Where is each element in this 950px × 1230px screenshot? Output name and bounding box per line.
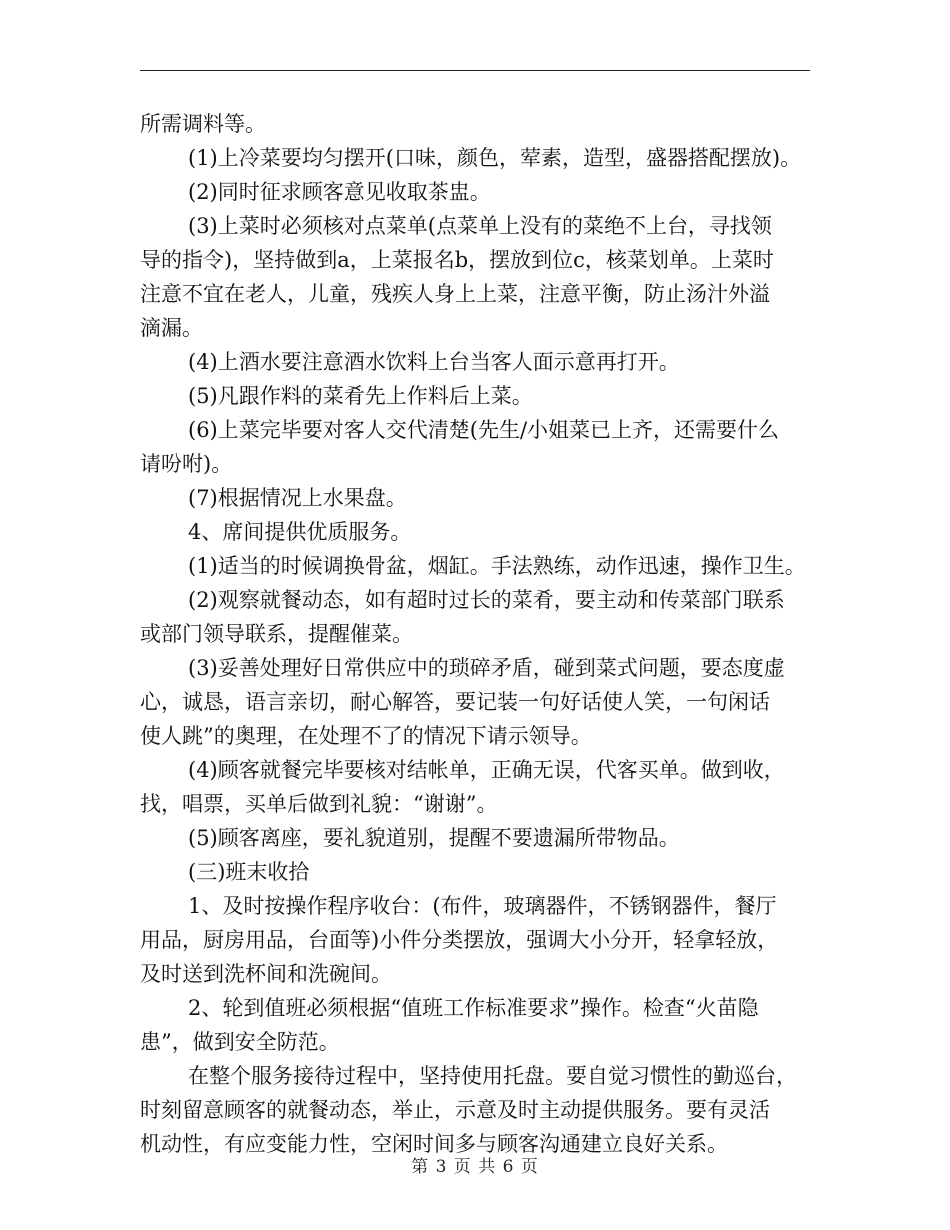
text-line: (1)适当的时候调换骨盆，烟缸。手法熟练，动作迅速，操作卫生。	[188, 554, 806, 578]
text-line: 或部门领导联系，提醒催菜。	[140, 622, 413, 646]
text-line: (5)凡跟作料的菜肴先上作料后上菜。	[188, 384, 533, 408]
text-line: 请吩咐)。	[140, 452, 233, 476]
text-line: (1)上冷菜要均匀摆开(口味，颜色，荤素，造型，盛器搭配摆放)。	[188, 146, 802, 170]
page-number: 第 3 页 共 6 页	[411, 1157, 539, 1177]
text-line: 导的指令)，坚持做到a，上菜报名b，摆放到位c，核菜划单。上菜时	[140, 248, 774, 272]
text-line: (2)观察就餐动态，如有超时过长的菜肴，要主动和传菜部门联系	[188, 588, 785, 612]
text-line: 注意不宜在老人，儿童，残疾人身上上菜，注意平衡，防止汤汁外溢	[140, 282, 770, 306]
text-line: (4)顾客就餐完毕要核对结帐单，正确无误，代客买单。做到收，	[188, 758, 785, 782]
text-line: 所需调料等。	[140, 112, 266, 136]
text-line: 用品，厨房用品，台面等)小件分类摆放，强调大小分开，轻拿轻放，	[140, 928, 779, 952]
text-line: (4)上酒水要注意酒水饮料上台当客人面示意再打开。	[188, 350, 680, 374]
text-line: 及时送到洗杯间和洗碗间。	[140, 962, 392, 986]
text-line: 心，诚恳，语言亲切，耐心解答，要记装一句好话使人笑，一句闲话	[140, 690, 770, 714]
text-line: 时刻留意顾客的就餐动态，举止，示意及时主动提供服务。要有灵活	[140, 1098, 770, 1122]
text-line: 使人跳”的奥理，在处理不了的情况下请示领导。	[140, 724, 592, 748]
text-line: 在整个服务接待过程中，坚持使用托盘。要自觉习惯性的勤巡台，	[188, 1064, 797, 1088]
text-line: 1、及时按操作程序收台：(布件，玻璃器件，不锈钢器件，餐厅	[188, 894, 777, 918]
text-line: 2、轮到值班必须根据“值班工作标准要求”操作。检查“火苗隐	[188, 996, 759, 1020]
text-line: 机动性，有应变能力性，空闲时间多与顾客沟通建立良好关系。	[140, 1132, 728, 1156]
header-rule	[140, 70, 810, 71]
text-line: (6)上菜完毕要对客人交代清楚(先生/小姐菜已上齐，还需要什么	[188, 418, 780, 442]
text-line: 滴漏。	[140, 316, 203, 340]
text-line: (3)上菜时必须核对点菜单(点菜单上没有的菜绝不上台，寻找领	[188, 214, 772, 238]
text-line: (5)顾客离座，要礼貌道别，提醒不要遗漏所带物品。	[188, 826, 680, 850]
text-line: (2)同时征求顾客意见收取茶盅。	[188, 180, 491, 204]
text-line: (7)根据情况上水果盘。	[188, 486, 407, 510]
text-line: (3)妥善处理好日常供应中的琐碎矛盾，碰到菜式问题，要态度虚	[188, 656, 785, 680]
text-line: 找，唱票，买单后做到礼貌：“谢谢”。	[140, 792, 498, 816]
text-line: 患”，做到安全防范。	[140, 1030, 340, 1054]
section-heading: (三)班末收拾	[188, 860, 310, 884]
text-line: 4、席间提供优质服务。	[188, 520, 412, 544]
